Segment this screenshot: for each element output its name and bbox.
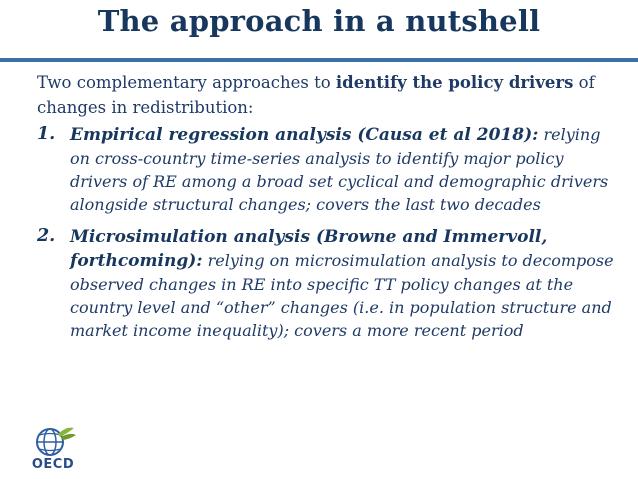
oecd-logo-text: OECD (31, 457, 75, 472)
list-item-colon: : (532, 125, 539, 145)
list-item (37, 123, 617, 216)
list-item-body: relying on cross-country time-series analysis to identify major policy drivers of RE among a broad set cyclical and demographic drivers alongside structural changes; covers the last two decades (70, 125, 609, 214)
intro-prefix: Two complementary approaches to (37, 73, 336, 92)
oecd-logo (28, 424, 78, 476)
title-divider (0, 58, 638, 62)
list-item-number: 2. (37, 226, 56, 246)
list-item-text (70, 123, 617, 216)
list-item-heading: Empirical regression analysis (Causa et al 2018) (70, 125, 533, 145)
intro-bold: identify the policy drivers (335, 73, 574, 92)
list-item-heading: Microsimulation analysis (Browne and Immervoll, forthcoming) (70, 227, 548, 271)
intro-suffix: of changes in redistribution: (37, 73, 595, 117)
slide-header (0, 0, 638, 58)
approach-list (37, 123, 617, 342)
list-item-colon: : (196, 251, 203, 271)
list-item-body: relying on microsimulation analysis to decompose observed changes in RE into specific TT policy changes at the country level and “other” changes (i.e. in population structure and market income inequality); covers a more recent period (70, 251, 614, 340)
list-item (37, 225, 617, 342)
slide-title: The approach in a nutshell (97, 4, 541, 38)
list-item-number: 1. (37, 124, 56, 144)
intro-paragraph (37, 70, 617, 120)
oecd-globe-icon (28, 424, 78, 458)
list-item-text (70, 225, 617, 342)
